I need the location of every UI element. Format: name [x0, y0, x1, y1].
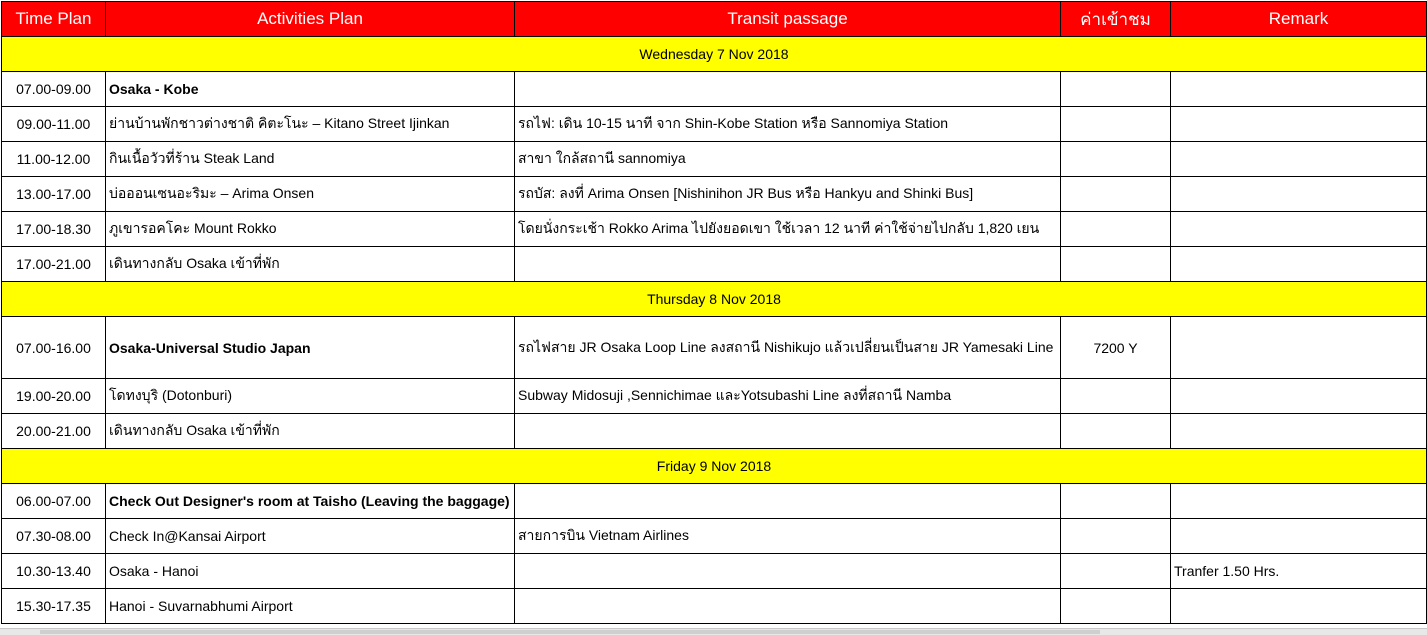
remark-cell[interactable] [1171, 212, 1427, 247]
day-label[interactable]: Friday 9 Nov 2018 [2, 449, 1427, 484]
remark-cell[interactable] [1171, 589, 1427, 624]
day-row-friday [2, 449, 1427, 484]
table-row [2, 554, 1427, 589]
scrollbar-thumb[interactable] [40, 630, 1100, 634]
time-cell[interactable]: 07.00-09.00 [2, 72, 106, 107]
fee-cell[interactable]: 7200 Y [1061, 317, 1171, 379]
transit-cell[interactable] [515, 72, 1061, 107]
transit-cell[interactable] [515, 414, 1061, 449]
day-row-wednesday [2, 37, 1427, 72]
remark-cell[interactable] [1171, 484, 1427, 519]
activity-cell[interactable]: กินเนื้อวัวที่ร้าน Steak Land [106, 142, 515, 177]
fee-cell[interactable] [1061, 177, 1171, 212]
fee-cell[interactable] [1061, 484, 1171, 519]
remark-cell[interactable] [1171, 317, 1427, 379]
activity-cell[interactable]: Osaka-Universal Studio Japan [106, 317, 515, 379]
remark-cell[interactable] [1171, 177, 1427, 212]
activity-cell[interactable]: ย่านบ้านพักชาวต่างชาติ คิตะโนะ – Kitano Street Ijinkan [106, 107, 515, 142]
day-label[interactable]: Wednesday 7 Nov 2018 [2, 37, 1427, 72]
fee-cell[interactable] [1061, 247, 1171, 282]
fee-cell[interactable] [1061, 107, 1171, 142]
table-row [2, 142, 1427, 177]
activity-cell[interactable]: เดินทางกลับ Osaka เข้าที่พัก [106, 414, 515, 449]
table-row [2, 519, 1427, 554]
time-cell[interactable]: 09.00-11.00 [2, 107, 106, 142]
transit-cell[interactable]: รถบัส: ลงที่ Arima Onsen [Nishinihon JR Bus หรือ Hankyu and Shinki Bus] [515, 177, 1061, 212]
fee-cell[interactable] [1061, 519, 1171, 554]
header-admission-fee[interactable]: ค่าเข้าชม [1061, 2, 1171, 37]
transit-cell[interactable]: รถไฟ: เดิน 10-15 นาที จาก Shin-Kobe Station หรือ Sannomiya Station [515, 107, 1061, 142]
header-remark[interactable]: Remark [1171, 2, 1427, 37]
fee-cell[interactable] [1061, 142, 1171, 177]
header-activities-plan[interactable]: Activities Plan [106, 2, 515, 37]
time-cell[interactable]: 13.00-17.00 [2, 177, 106, 212]
table-row [2, 317, 1427, 379]
activity-cell[interactable]: เดินทางกลับ Osaka เข้าที่พัก [106, 247, 515, 282]
table-row [2, 72, 1427, 107]
table-row [2, 589, 1427, 624]
remark-cell[interactable] [1171, 72, 1427, 107]
header-transit-passage[interactable]: Transit passage [515, 2, 1061, 37]
table-row [2, 379, 1427, 414]
activity-cell[interactable]: ภูเขารอคโคะ Mount Rokko [106, 212, 515, 247]
remark-cell[interactable] [1171, 247, 1427, 282]
time-cell[interactable]: 10.30-13.40 [2, 554, 106, 589]
table-row [2, 484, 1427, 519]
transit-cell[interactable] [515, 484, 1061, 519]
transit-cell[interactable]: โดยนั่งกระเช้า Rokko Arima ไปยังยอดเขา ใช้เวลา 12 นาที ค่าใช้จ่ายไปกลับ 1,820 เยน [515, 212, 1061, 247]
time-cell[interactable]: 20.00-21.00 [2, 414, 106, 449]
activity-cell[interactable]: Check In@Kansai Airport [106, 519, 515, 554]
activity-cell[interactable]: Check Out Designer's room at Taisho (Leaving the baggage) [106, 484, 515, 519]
time-cell[interactable]: 17.00-21.00 [2, 247, 106, 282]
activity-cell[interactable]: Osaka - Kobe [106, 72, 515, 107]
itinerary-table [1, 1, 1427, 624]
time-cell[interactable]: 07.00-16.00 [2, 317, 106, 379]
time-cell[interactable]: 07.30-08.00 [2, 519, 106, 554]
remark-cell[interactable] [1171, 414, 1427, 449]
transit-cell[interactable]: รถไฟสาย JR Osaka Loop Line ลงสถานี Nishikujo แล้วเปลี่ยนเป็นสาย JR Yamesaki Line [515, 317, 1061, 379]
activity-cell[interactable]: โดทงบุริ (Dotonburi) [106, 379, 515, 414]
time-cell[interactable]: 11.00-12.00 [2, 142, 106, 177]
table-row [2, 247, 1427, 282]
day-row-thursday [2, 282, 1427, 317]
fee-cell[interactable] [1061, 414, 1171, 449]
activity-cell[interactable]: Osaka - Hanoi [106, 554, 515, 589]
time-cell[interactable]: 19.00-20.00 [2, 379, 106, 414]
transit-cell[interactable] [515, 589, 1061, 624]
table-row [2, 212, 1427, 247]
remark-cell[interactable] [1171, 142, 1427, 177]
fee-cell[interactable] [1061, 554, 1171, 589]
table-row [2, 107, 1427, 142]
time-cell[interactable]: 15.30-17.35 [2, 589, 106, 624]
remark-cell[interactable] [1171, 107, 1427, 142]
fee-cell[interactable] [1061, 72, 1171, 107]
transit-cell[interactable]: สายการบิน Vietnam Airlines [515, 519, 1061, 554]
fee-cell[interactable] [1061, 212, 1171, 247]
table-row [2, 414, 1427, 449]
transit-cell[interactable] [515, 554, 1061, 589]
day-label[interactable]: Thursday 8 Nov 2018 [2, 282, 1427, 317]
header-row [2, 2, 1427, 37]
fee-cell[interactable] [1061, 379, 1171, 414]
remark-cell[interactable] [1171, 379, 1427, 414]
table-row [2, 177, 1427, 212]
remark-cell[interactable] [1171, 519, 1427, 554]
remark-cell[interactable]: Tranfer 1.50 Hrs. [1171, 554, 1427, 589]
activity-cell[interactable]: Hanoi - Suvarnabhumi Airport [106, 589, 515, 624]
transit-cell[interactable]: Subway Midosuji ,Sennichimae และYotsubashi Line ลงที่สถานี Namba [515, 379, 1061, 414]
fee-cell[interactable] [1061, 589, 1171, 624]
transit-cell[interactable] [515, 247, 1061, 282]
time-cell[interactable]: 06.00-07.00 [2, 484, 106, 519]
time-cell[interactable]: 17.00-18.30 [2, 212, 106, 247]
activity-cell[interactable]: บ่อออนเซนอะริมะ – Arima Onsen [106, 177, 515, 212]
header-time-plan[interactable]: Time Plan [2, 2, 106, 37]
transit-cell[interactable]: สาขา ใกล้สถานี sannomiya [515, 142, 1061, 177]
